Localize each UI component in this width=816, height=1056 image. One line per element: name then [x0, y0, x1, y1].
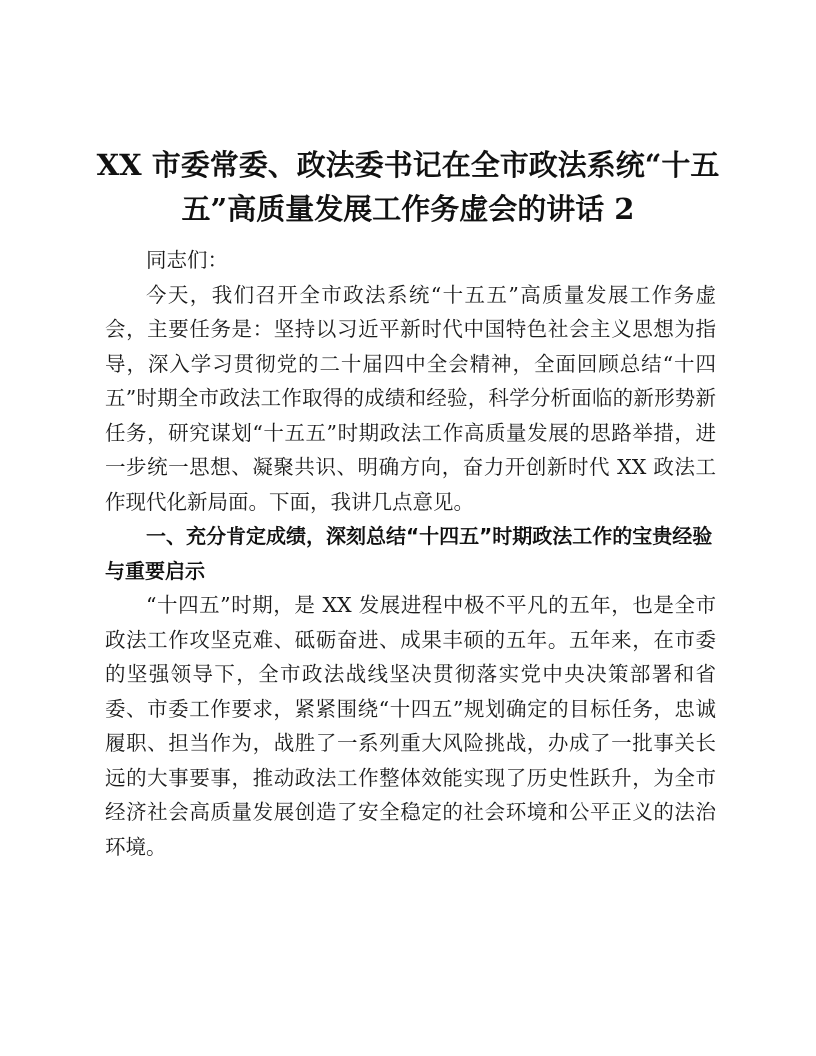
document-title: XX 市委常委、政法委书记在全市政法系统“十五五”高质量发展工作务虚会的讲话 2	[96, 148, 720, 226]
body-paragraph: 今天，我们召开全市政法系统“十五五”高质量发展工作务虚会，主要任务是：坚持以习近平新时代中国特色社会主义思想为指导，深入学习贯彻党的二十届四中全会精神，全面回顾总结“十四五”时期全市政法工作取得的成绩和经验，科学分析面临的新形势新任务，研究谋划“十五五”时期政法工作高质量发展的思路举措，进一步统一思想、凝聚共识、明确方向，奋力开创新时代 XX 政法工作现代化新局面。下面，我讲几点意见。	[105, 282, 716, 514]
document-body	[105, 243, 716, 864]
body-paragraph: “十四五”时期，是 XX 发展进程中极不平凡的五年，也是全市政法工作攻坚克难、砥砺奋进、成果丰硕的五年。五年来，在市委的坚强领导下，全市政法战线坚决贯彻落实党中央决策部署和省委、市委工作要求，紧紧围绕“十四五”规划确定的目标任务，忠诚履职、担当作为，战胜了一系列重大风险挑战，办成了一批事关长远的大事要事，推动政法工作整体效能实现了历史性跃升，为全市经济社会高质量发展创造了安全稳定的社会环境和公平正义的法治环境。	[105, 593, 716, 859]
section-heading: 一、充分肯定成绩，深刻总结“十四五”时期政法工作的宝贵经验与重要启示	[105, 524, 713, 583]
salutation: 同志们：	[146, 248, 228, 272]
